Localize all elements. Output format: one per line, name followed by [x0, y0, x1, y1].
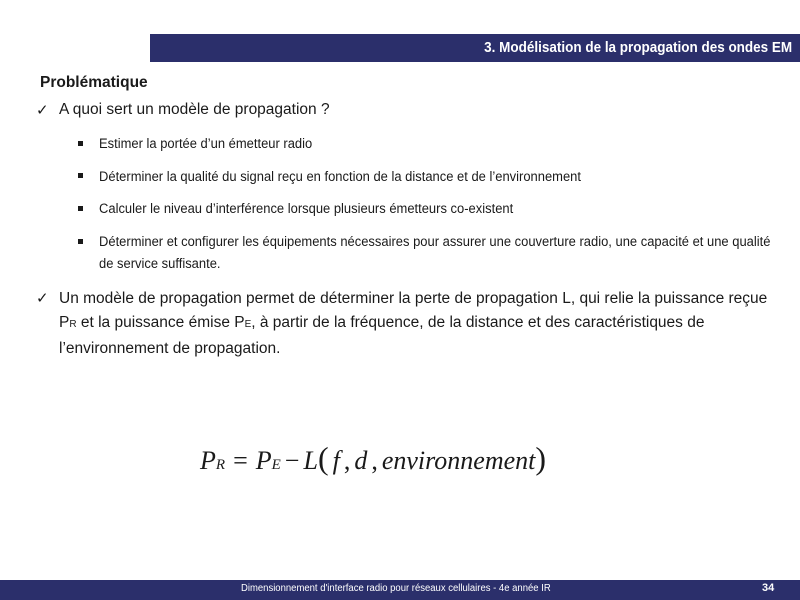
list-item: Déterminer la qualité du signal reçu en fonction de la distance et de l’environnement — [99, 169, 581, 184]
statement-text: Un modèle de propagation permet de déterminer la perte de propagation L, qui relie la puissance reçue PR et la puissance émise PE, à partir de la fréquence, de la distance et des caractéristiques de l’environnement de propagation. — [59, 290, 768, 357]
checkmark-icon: ✓ — [36, 289, 49, 307]
page-number: 34 — [762, 582, 775, 594]
list-item: Déterminer et configurer les équipements nécessaires pour assurer une couverture radio, une capacité et une qualité de service suffisante. — [99, 234, 771, 271]
square-bullet-icon — [78, 141, 83, 146]
section-title: Problématique — [40, 74, 148, 91]
propagation-formula: P R = P E − L ( f , d , environnement ) — [200, 440, 547, 476]
header-title: 3. Modélisation de la propagation des ondes EM — [484, 40, 792, 56]
footer-bar — [0, 580, 800, 600]
square-bullet-icon — [78, 239, 83, 244]
list-item: Estimer la portée d’un émetteur radio — [99, 136, 313, 151]
square-bullet-icon — [78, 173, 83, 178]
list-item: Calculer le niveau d’interférence lorsque plusieurs émetteurs co-existent — [99, 201, 514, 216]
header-bar — [150, 34, 800, 62]
question-text: A quoi sert un modèle de propagation ? — [59, 101, 330, 118]
square-bullet-icon — [78, 206, 83, 211]
checkmark-icon: ✓ — [36, 101, 49, 119]
footer-text: Dimensionnement d'interface radio pour réseaux cellulaires - 4e année IR — [241, 583, 551, 594]
